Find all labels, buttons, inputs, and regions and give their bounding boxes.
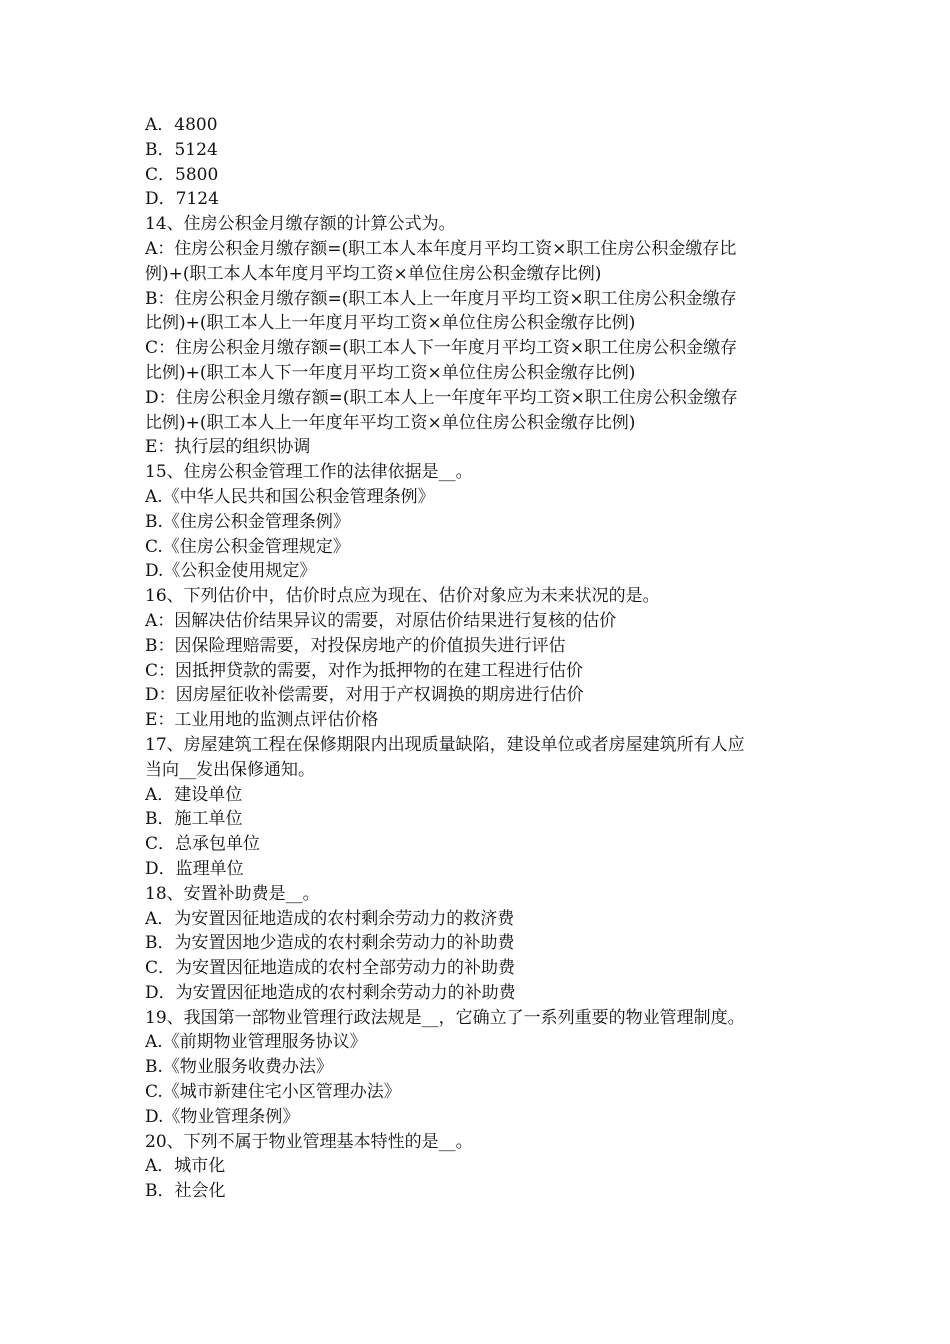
text-line: 比例)+(职工本人上一年度月平均工资×单位住房公积金缴存比例) (145, 313, 636, 334)
text-line: D.《物业管理条例》 (145, 1106, 300, 1127)
text-line: B．5124 (145, 139, 218, 160)
text-line: B：住房公积金月缴存额=(职工本人上一年度月平均工资×职工住房公积金缴存 (145, 288, 737, 309)
text-line: E：工业用地的监测点评估价格 (145, 710, 379, 731)
text-line: B．社会化 (145, 1181, 226, 1202)
question-20: 20、下列不属于物业管理基本特性的是__。 (145, 1131, 473, 1152)
text-line: C．5800 (145, 164, 219, 185)
question-18: 18、安置补助费是__。 (145, 883, 320, 904)
text-line: A．为安置因征地造成的农村剩余劳动力的救济费 (145, 908, 515, 929)
text-line: 比例)+(职工本人上一年度年平均工资×单位住房公积金缴存比例) (145, 412, 636, 433)
text-line: A：住房公积金月缴存额=(职工本人本年度月平均工资×职工住房公积金缴存比 (145, 238, 737, 259)
text-line: C：因抵押贷款的需要，对作为抵押物的在建工程进行估价 (145, 660, 584, 681)
question-14: 14、住房公积金月缴存额的计算公式为。 (145, 214, 456, 235)
text-line: D：住房公积金月缴存额=(职工本人上一年度年平均工资×职工住房公积金缴存 (145, 387, 738, 408)
text-line: 当向__发出保修通知。 (145, 759, 315, 780)
text-line: C．为安置因征地造成的农村全部劳动力的补助费 (145, 958, 516, 979)
text-line: C：住房公积金月缴存额=(职工本人下一年度月平均工资×职工住房公积金缴存 (145, 338, 738, 359)
text-line: C.《城市新建住宅小区管理办法》 (145, 1082, 401, 1103)
question-17: 17、房屋建筑工程在保修期限内出现质量缺陷，建设单位或者房屋建筑所有人应 (145, 734, 745, 755)
text-line: D．7124 (145, 189, 219, 210)
text-line: B.《物业服务收费办法》 (145, 1057, 333, 1078)
text-line: C.《住房公积金管理规定》 (145, 536, 350, 557)
text-line: B：因保险理赔需要，对投保房地产的价值损失进行评估 (145, 635, 566, 656)
text-line: E：执行层的组织协调 (145, 437, 311, 458)
text-line: D．监理单位 (145, 858, 244, 879)
text-line: 例)+(职工本人本年度月平均工资×单位住房公积金缴存比例) (145, 263, 602, 284)
text-line: A.《前期物业管理服务协议》 (145, 1032, 367, 1053)
text-line: B.《住房公积金管理条例》 (145, 511, 350, 532)
text-line: A．建设单位 (145, 784, 243, 805)
text-line: A.《中华人民共和国公积金管理条例》 (145, 486, 435, 507)
text-line: C．总承包单位 (145, 834, 261, 855)
text-line: D.《公积金使用规定》 (145, 561, 317, 582)
text-line: D：因房屋征收补偿需要，对用于产权调换的期房进行估价 (145, 685, 584, 706)
text-line: B．施工单位 (145, 809, 243, 830)
text-line: B．为安置因地少造成的农村剩余劳动力的补助费 (145, 933, 515, 954)
text-line: A．4800 (145, 115, 218, 135)
document-page (145, 113, 810, 1204)
question-15: 15、住房公积金管理工作的法律依据是__。 (145, 462, 473, 483)
question-16: 16、下列估价中，估价时点应为现在、估价对象应为未来状况的是。 (145, 586, 660, 607)
text-line: A：因解决估价结果异议的需要，对原估价结果进行复核的估价 (145, 610, 617, 631)
text-line: 比例)+(职工本人下一年度月平均工资×单位住房公积金缴存比例) (145, 362, 636, 383)
text-line: D．为安置因征地造成的农村剩余劳动力的补助费 (145, 982, 516, 1003)
question-19: 19、我国第一部物业管理行政法规是__，它确立了一系列重要的物业管理制度。 (145, 1007, 745, 1028)
text-line: A．城市化 (145, 1156, 226, 1177)
